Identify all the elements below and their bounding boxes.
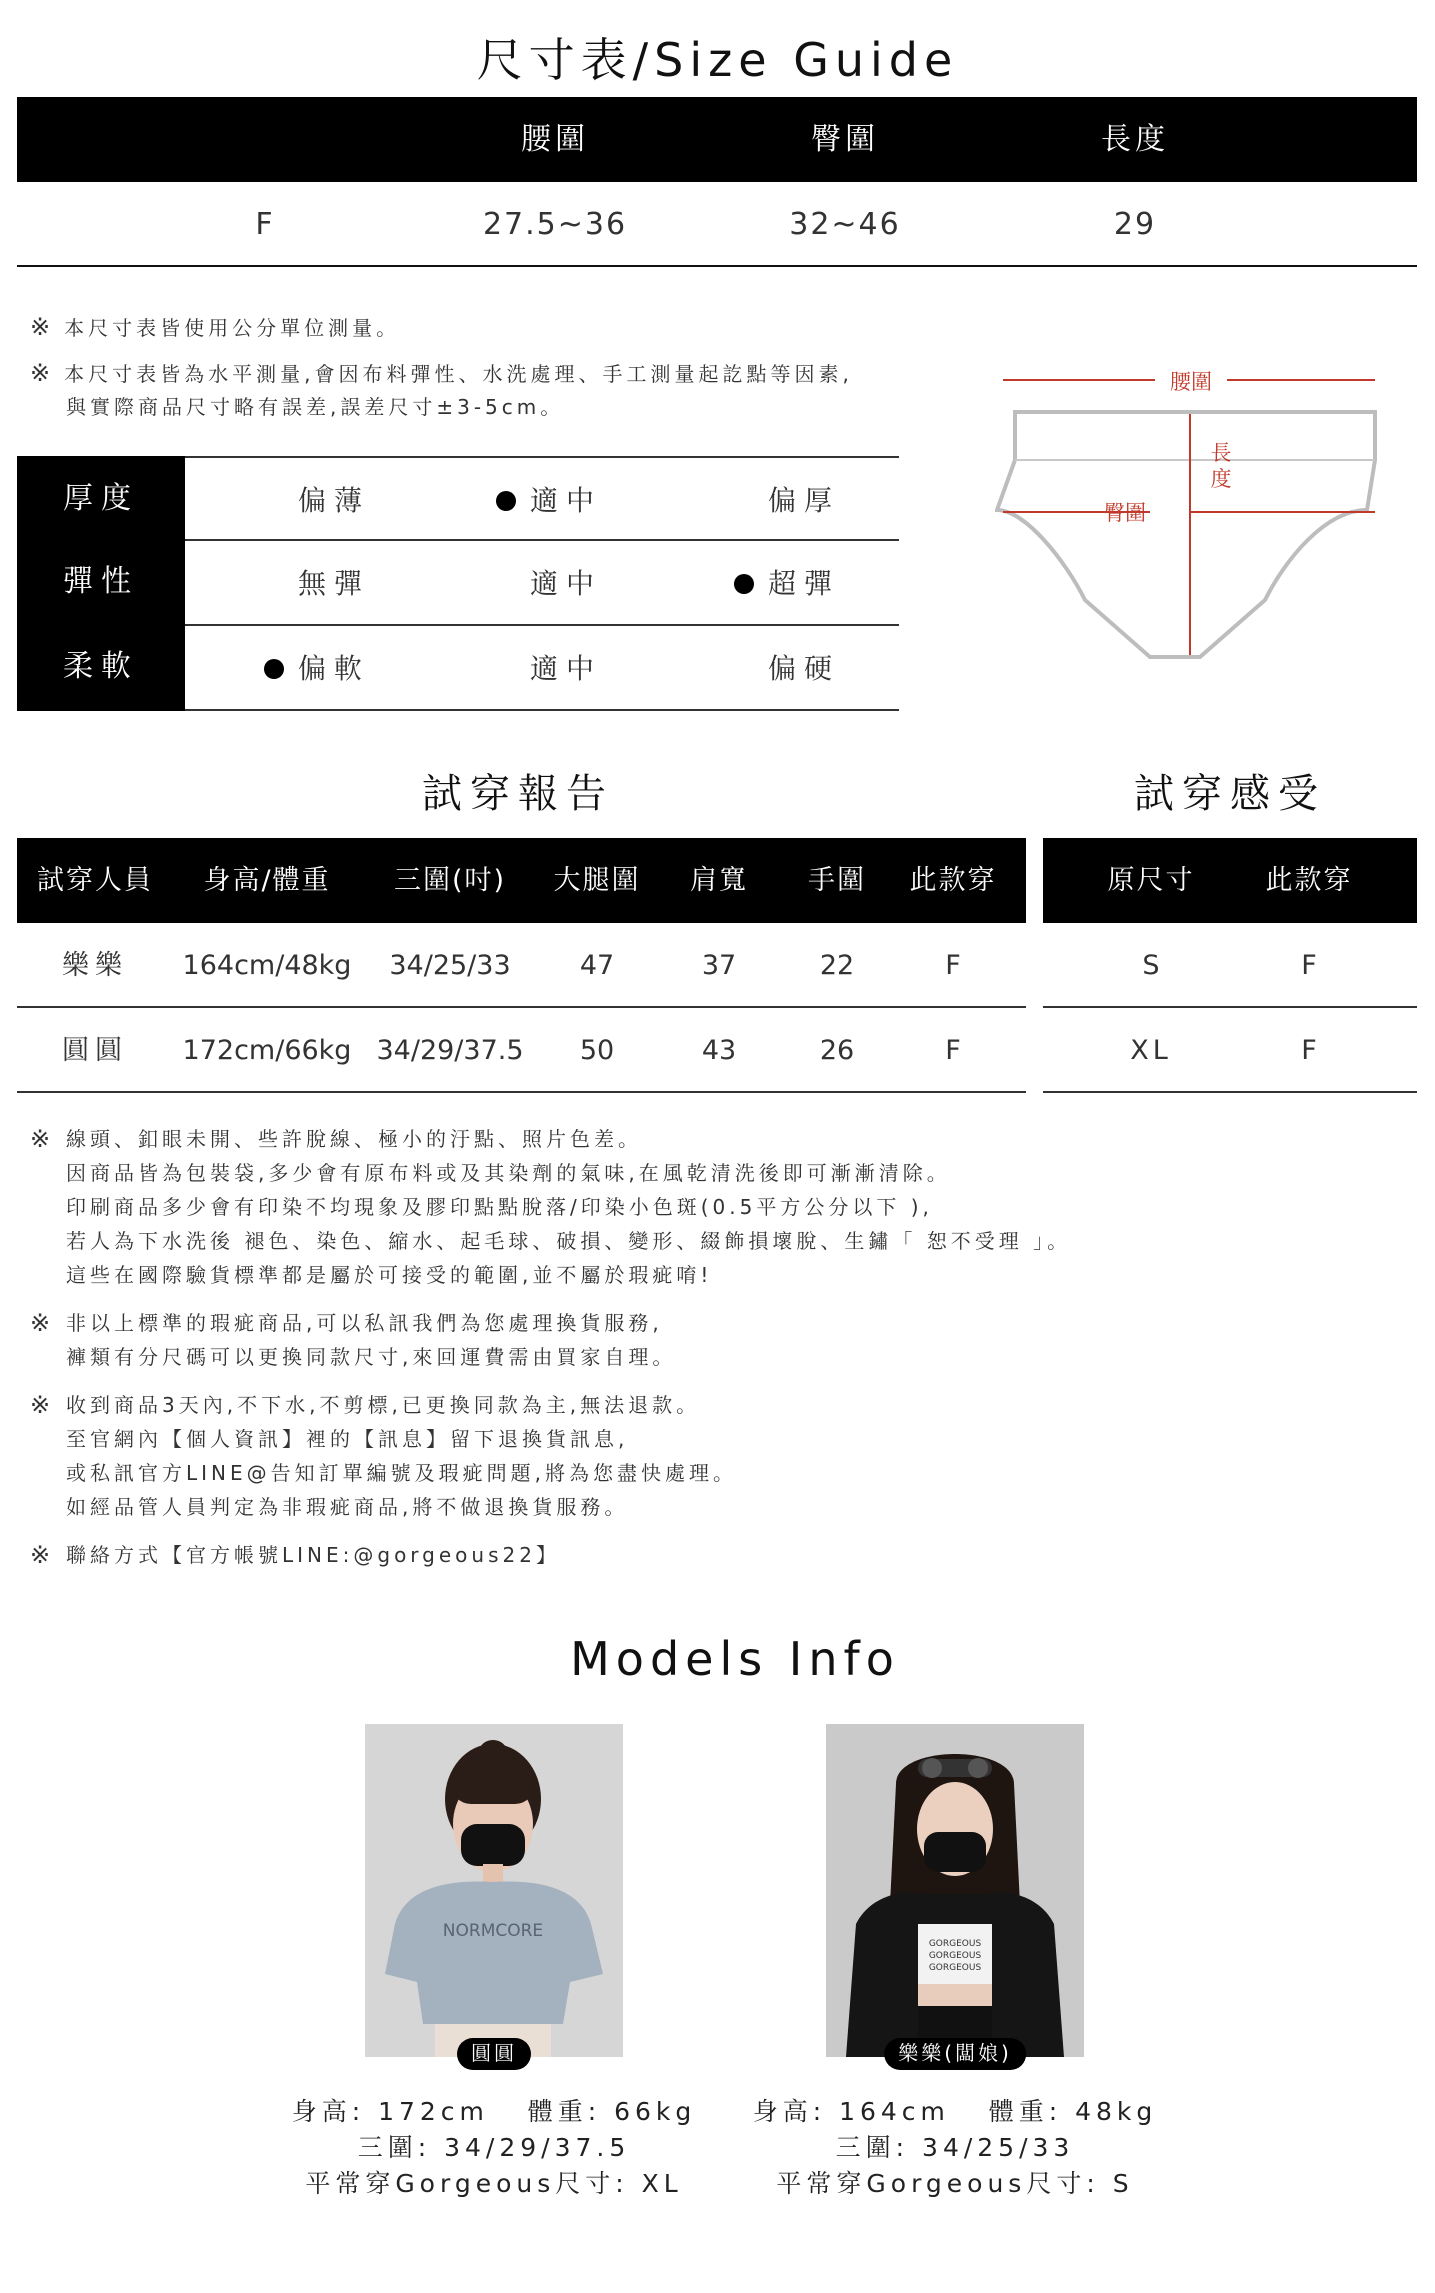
model-2-stats: 身高: 164cm 體重: 48kg <box>752 2097 1158 2126</box>
feel-label-softness: 柔軟 <box>17 624 185 711</box>
selected-dot-icon <box>734 574 754 594</box>
disclaimer-para-4 <box>30 1538 1410 1572</box>
size-diagram <box>995 350 1395 670</box>
fabric-feel-table <box>17 456 899 711</box>
feel-label-thickness: 厚度 <box>17 456 185 543</box>
disclaimer-line: 收到商品3天內,不下水,不剪標,已更換同款為主,無法退款。 <box>66 1393 701 1417</box>
trial-header-measurements: 三圍(吋) <box>393 865 507 896</box>
feel-option: 偏薄 <box>297 484 371 517</box>
table-row <box>17 923 1026 1008</box>
model-tag-1: 圓圓 <box>457 2038 531 2070</box>
trial-cell: F <box>945 1035 961 1066</box>
note-mark: ※ <box>30 1125 55 1153</box>
waist-label: 腰圍 <box>1170 370 1212 394</box>
feel-option-selected: 超彈 <box>734 541 840 626</box>
shirt-print: GORGEOUS <box>928 1963 982 1973</box>
table-row <box>1043 923 1417 1008</box>
feel-header-original: 原尺寸 <box>1107 865 1195 896</box>
disclaimer-line: 褲類有分尺碼可以更換同款尺寸,來回運費需由買家自理。 <box>66 1345 677 1369</box>
trial-cell: 47 <box>579 950 615 981</box>
note-2-text-b: 與實際商品尺寸略有誤差,誤差尺寸±3-5cm。 <box>66 395 565 419</box>
feel-row-elasticity <box>17 541 899 626</box>
feel-option: 適中 <box>529 567 603 600</box>
table-row <box>17 1008 1026 1093</box>
trial-cell: 43 <box>701 1035 737 1066</box>
selected-dot-icon <box>264 659 284 679</box>
disclaimer-line: 至官網內【個人資訊】裡的【訊息】留下退換貨訊息, <box>66 1427 629 1451</box>
trial-report-header <box>17 838 1026 923</box>
feel-option: 無彈 <box>297 567 371 600</box>
trial-header-thigh: 大腿圍 <box>553 865 641 896</box>
model-2-image <box>826 1724 1084 2057</box>
trial-header-height-weight: 身高/體重 <box>203 865 331 896</box>
trial-cell: 50 <box>579 1035 615 1066</box>
size-table-header <box>17 97 1417 182</box>
note-mark: ※ <box>30 1391 55 1419</box>
disclaimer-para-3 <box>30 1388 1410 1524</box>
feel-label-elasticity: 彈性 <box>17 539 185 626</box>
note-mark: ※ <box>30 1309 55 1337</box>
disclaimer-line: 非以上標準的瑕疵商品,可以私訊我們為您處理換貨服務, <box>66 1311 663 1335</box>
size-cell-length: 29 <box>1113 207 1157 242</box>
note-2 <box>30 356 853 391</box>
trial-cell: 34/25/33 <box>389 950 511 981</box>
disclaimer-line: 印刷商品多少會有印染不均現象及膠印點點脫落/印染小色斑(0.5平方公分以下 ), <box>66 1195 933 1219</box>
size-header-length: 長度 <box>1101 122 1169 157</box>
length-label-2: 度 <box>1210 467 1232 491</box>
model-1-usual-size: 平常穿Gorgeous尺寸: XL <box>305 2169 683 2198</box>
model-photo-2 <box>826 1724 1084 2057</box>
note-2-text-a: 本尺寸表皆為水平測量,會因布料彈性、水洗處理、手工測量起訖點等因素, <box>64 362 853 386</box>
feel-row-thickness <box>17 456 899 541</box>
feel-cell: S <box>1142 950 1160 981</box>
feel-option-selected: 偏軟 <box>264 626 370 711</box>
table-row <box>1043 1008 1417 1093</box>
trial-feel-header <box>1043 838 1417 923</box>
selected-dot-icon <box>496 491 516 511</box>
brief-outline <box>997 412 1375 657</box>
disclaimer-line: 因商品皆為包裝袋,多少會有原布料或及其染劑的氣味,在風乾清洗後即可漸漸清除。 <box>66 1161 951 1185</box>
feel-option: 偏厚 <box>767 484 841 517</box>
size-cell-hip: 32~46 <box>789 207 901 242</box>
shirt-print: GORGEOUS <box>928 1951 982 1961</box>
trial-cell: 樂樂 <box>62 950 128 981</box>
model-info-1 <box>292 2094 697 2202</box>
disclaimer-line: 線頭、釦眼未開、些許脫線、極小的汙點、照片色差。 <box>66 1127 642 1151</box>
model-photo-1 <box>365 1724 623 2057</box>
page-title: 尺寸表/Size Guide <box>476 33 959 87</box>
note-mark: ※ <box>30 359 55 387</box>
shirt-print: NORMCORE <box>442 1921 544 1941</box>
note-1 <box>30 310 400 345</box>
models-title: Models Info <box>570 1632 900 1686</box>
feel-option-selected: 適中 <box>496 458 602 543</box>
size-cell-size: F <box>255 207 275 242</box>
trial-cell: 圓圓 <box>62 1035 128 1066</box>
size-cell-waist: 27.5~36 <box>482 207 628 242</box>
shirt-print: GORGEOUS <box>928 1939 982 1949</box>
model-tag-2: 樂樂(闆娘) <box>884 2038 1026 2070</box>
trial-report-table <box>17 838 1026 1093</box>
model-1-stats: 身高: 172cm 體重: 66kg <box>291 2097 697 2126</box>
trial-header-arm: 手圍 <box>808 865 866 896</box>
hip-label: 臀圍 <box>1104 501 1146 525</box>
length-label-1: 長 <box>1210 441 1232 465</box>
feel-cell: F <box>1301 950 1317 981</box>
disclaimer-line: 這些在國際驗貨標準都是屬於可接受的範圍,並不屬於瑕疵唷! <box>66 1263 713 1287</box>
trial-cell: F <box>945 950 961 981</box>
contact-line: 聯絡方式【官方帳號LINE:@gorgeous22】 <box>66 1543 560 1567</box>
feel-option: 適中 <box>529 652 603 685</box>
disclaimer-line: 如經品管人員判定為非瑕疵商品,將不做退換貨服務。 <box>66 1495 629 1519</box>
note-1-text: 本尺寸表皆使用公分單位測量。 <box>64 316 401 340</box>
size-header-hip: 臀圍 <box>811 122 879 157</box>
trial-feel-table <box>1043 838 1417 1093</box>
disclaimer-line: 或私訊官方LINE@告知訂單編號及瑕疵問題,將為您盡快處理。 <box>66 1461 737 1485</box>
feel-option: 偏硬 <box>767 652 841 685</box>
disclaimer-line: 若人為下水洗後 褪色、染色、縮水、起毛球、破損、變形、綴飾損壞脫、生鏽「 恕不受理 」。 <box>66 1229 1072 1253</box>
model-1-image <box>365 1724 623 2057</box>
size-table-row <box>17 182 1417 267</box>
feel-row-softness <box>17 626 899 711</box>
model-1-measurements: 三圍: 34/29/37.5 <box>357 2133 631 2162</box>
disclaimer-para-2 <box>30 1306 1410 1374</box>
trial-cell: 22 <box>819 950 855 981</box>
trial-cell: 34/29/37.5 <box>376 1035 524 1066</box>
size-header-waist: 腰圍 <box>521 122 589 157</box>
model-info-2 <box>753 2094 1158 2202</box>
disclaimer-para-1 <box>30 1122 1410 1292</box>
model-2-measurements: 三圍: 34/25/33 <box>835 2133 1075 2162</box>
feel-cell: XL <box>1130 1035 1172 1066</box>
note-mark: ※ <box>30 1541 55 1569</box>
trial-report-title: 試穿報告 <box>422 771 614 817</box>
trial-cell: 26 <box>819 1035 855 1066</box>
trial-cell: 164cm/48kg <box>182 950 352 981</box>
trial-cell: 172cm/66kg <box>182 1035 352 1066</box>
trial-feel-title: 試穿感受 <box>1134 771 1326 817</box>
trial-header-size-worn: 此款穿 <box>909 865 997 896</box>
model-2-usual-size: 平常穿Gorgeous尺寸: S <box>776 2169 1134 2198</box>
note-mark: ※ <box>30 313 55 341</box>
trial-header-shoulder: 肩寬 <box>690 865 748 896</box>
trial-header-name: 試穿人員 <box>37 865 153 896</box>
trial-cell: 37 <box>701 950 737 981</box>
disclaimer-block <box>30 1122 1410 1572</box>
feel-cell: F <box>1301 1035 1317 1066</box>
feel-header-this: 此款穿 <box>1265 865 1353 896</box>
